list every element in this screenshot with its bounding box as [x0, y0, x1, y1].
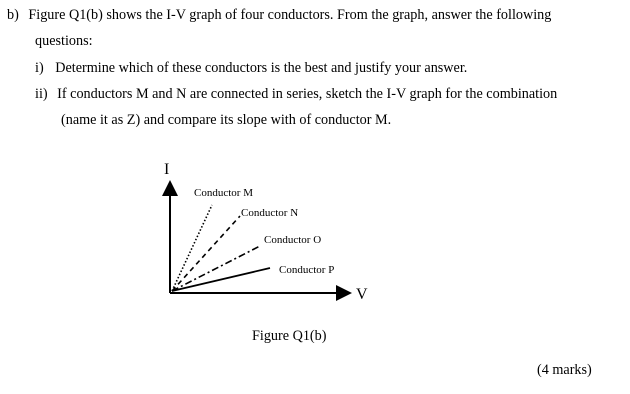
question-b-line-2: questions:	[35, 33, 93, 49]
conductor-n-label: Conductor N	[241, 207, 299, 219]
question-i-text: Determine which of these conductors is the best and justify your answer.	[55, 60, 468, 76]
figure-caption: Figure Q1(b)	[252, 328, 327, 344]
question-i-label: i)	[35, 60, 44, 76]
conductor-o-label: Conductor O	[264, 234, 322, 246]
question-ii-line-1	[35, 86, 557, 103]
conductor-o-line	[172, 246, 260, 291]
conductor-p-label: Conductor P	[279, 264, 335, 276]
iv-graph-figure	[150, 150, 390, 310]
question-ii-text-1: If conductors M and N are connected in series, sketch the I-V graph for the combination	[57, 86, 558, 102]
conductor-n-line	[172, 216, 240, 291]
question-i	[35, 60, 467, 77]
conductor-p-line	[172, 268, 270, 291]
conductor-m-line	[172, 205, 212, 291]
y-axis-label: I	[164, 161, 170, 178]
question-ii-line-2: (name it as Z) and compare its slope with of conductor M.	[61, 112, 392, 128]
question-b-line-1	[7, 7, 551, 24]
marks-label: (4 marks)	[537, 362, 592, 378]
question-ii-label: ii)	[35, 86, 48, 102]
question-b-text-1: Figure Q1(b) shows the I-V graph of four conductors. From the graph, answer the following	[28, 7, 552, 23]
iv-graph	[150, 150, 390, 310]
x-axis-label: V	[356, 286, 368, 303]
conductor-m-label: Conductor M	[194, 187, 253, 199]
question-b-label: b)	[7, 7, 19, 23]
